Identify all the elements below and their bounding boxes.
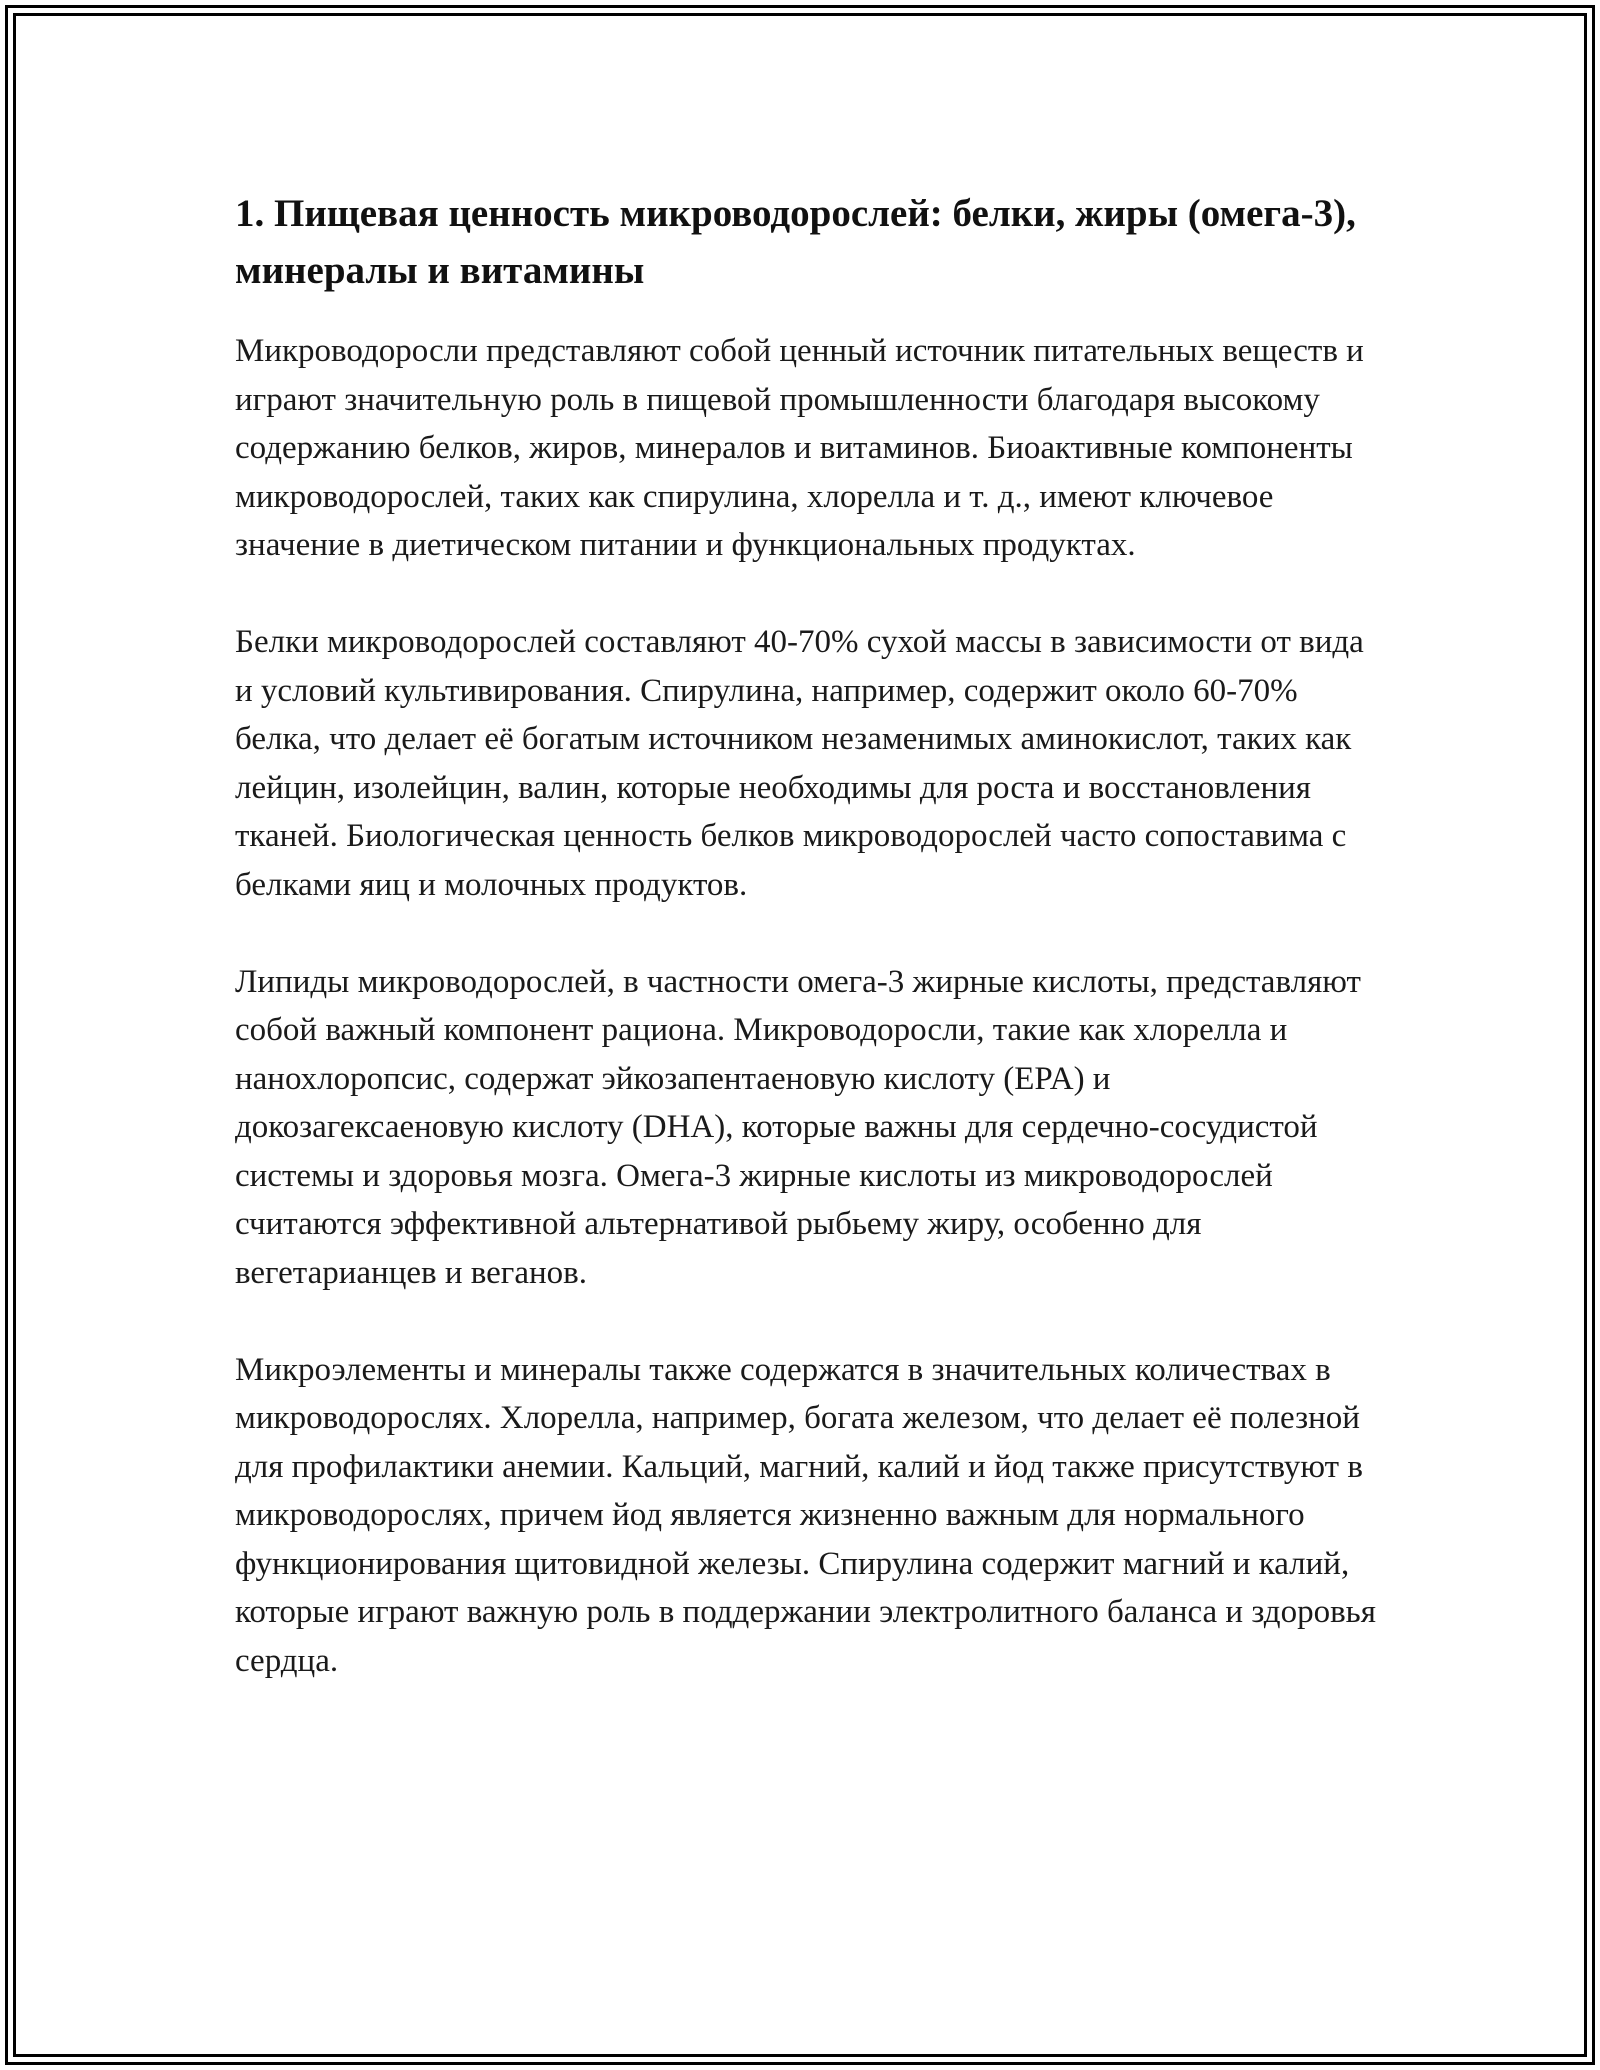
paragraph-intro: Микроводоросли представляют собой ценный источник питательных веществ и играют значительную роль в пищевой промышленности благодаря высокому содержанию белков, жиров, минералов и витаминов. Биоактивные компоненты микроводорослей, таких как спирулина, хлорелла и т. д., имеют ключевое значение в диетическом питании и функциональных продуктах. [235,333,1364,563]
paragraph-lipids: Липиды микроводорослей, в частности омега-3 жирные кислоты, представляют собой важный компонент рациона. Микроводоросли, такие как хлорелла и нанохлоропсис, содержат эйкозапентаеновую кислоту (EPA) и докозагексаеновую кислоту (DHA), которые важны для сердечно-сосудистой системы и здоровья мозга. Омега-3 жирные кислоты из микроводорослей считаются эффективной альтернативой рыбьему жиру, особенно для вегетарианцев и веганов. [235,963,1361,1291]
paragraph-proteins: Белки микроводорослей составляют 40-70% сухой массы в зависимости от вида и условий культивирования. Спирулина, например, содержит около 60-70% белка, что делает её богатым источником незаменимых аминокислот, таких как лейцин, изолейцин, валин, которые необходимы для роста и восстановления тканей. Биологическая ценность белков микроводорослей часто сопоставима с белками яиц и молочных продуктов. [235,624,1364,903]
section-heading: 1. Пищевая ценность микроводорослей: белки, жиры (омега-3), минералы и витамины [235,192,1356,292]
document-body [235,185,1385,1734]
paragraph-minerals: Микроэлементы и минералы также содержатся в значительных количествах в микроводорослях. Хлорелла, например, богата железом, что делает её полезной для профилактики анемии. Кальций, магний, калий и йод также присутствуют в микроводорослях, причем йод является жизненно важным для нормального функционирования щитовидной железы. Спирулина содержит магний и калий, которые играют важную роль в поддержании электролитного баланса и здоровья сердца. [235,1351,1376,1679]
